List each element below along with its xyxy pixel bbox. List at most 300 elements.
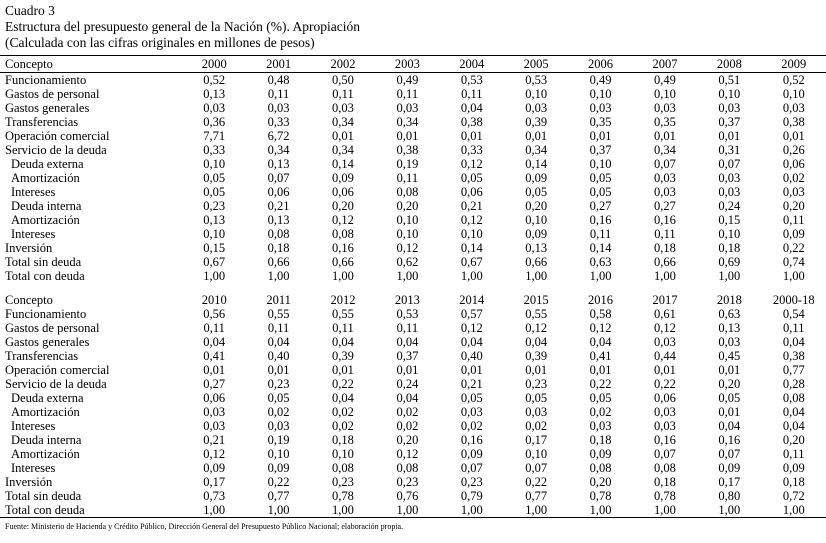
value-cell: 0,01 — [396, 363, 419, 377]
value-cell: 0,09 — [589, 447, 612, 461]
value-cell: 0,33 — [460, 143, 483, 157]
value-cell: 1,00 — [203, 269, 226, 283]
value-cell: 0,54 — [782, 307, 805, 321]
value-cell: 0,09 — [525, 171, 548, 185]
row-label: Total con deuda — [5, 269, 85, 283]
col-header-2000: 2000 — [182, 56, 246, 73]
value-cell: 0,07 — [718, 447, 741, 461]
value-cell: 0,01 — [654, 363, 676, 377]
value-cell: 0,20 — [525, 199, 548, 213]
value-cell: 0,28 — [782, 377, 805, 391]
value-cell: 0,14 — [525, 157, 548, 171]
value-cell: 0,45 — [718, 349, 741, 363]
value-cell: 1,00 — [568, 503, 632, 518]
value-cell: 0,77 — [267, 489, 290, 503]
value-cell: 0,07 — [525, 461, 548, 475]
value-cell: 0,10 — [525, 447, 548, 461]
value-cell: 0,13 — [267, 157, 290, 171]
value-cell: 1,00 — [504, 503, 568, 518]
table-row — [0, 447, 826, 461]
row-label: Total con deuda — [0, 503, 182, 518]
value-cell: 0,66 — [332, 255, 354, 269]
col-header-2013: 2013 — [394, 293, 420, 307]
value-cell: 0,18 — [589, 433, 612, 447]
value-cell: 0,10 — [396, 227, 419, 241]
value-cell: 0,16 — [654, 213, 676, 227]
value-cell: 0,02 — [332, 419, 354, 433]
table-number: Cuadro 3 — [5, 3, 55, 18]
value-cell: 0,16 — [460, 433, 483, 447]
value-cell: 1,00 — [246, 503, 310, 518]
value-cell: 0,38 — [396, 143, 419, 157]
value-cell: 0,58 — [589, 307, 612, 321]
table-row — [0, 307, 826, 321]
value-cell: 0,11 — [783, 321, 805, 335]
value-cell: 0,27 — [589, 199, 612, 213]
value-cell: 0,18 — [267, 241, 290, 255]
value-cell: 0,06 — [782, 157, 805, 171]
value-cell: 0,39 — [525, 349, 548, 363]
value-cell: 0,20 — [332, 199, 354, 213]
row-label: Intereses — [11, 227, 56, 241]
value-cell: 0,05 — [203, 185, 226, 199]
value-cell: 0,11 — [461, 87, 483, 101]
value-cell: 0,11 — [783, 213, 805, 227]
value-cell: 0,05 — [589, 391, 612, 405]
table-row — [0, 391, 826, 405]
value-cell: 0,49 — [654, 73, 676, 87]
value-cell: 0,78 — [654, 489, 676, 503]
value-cell: 0,52 — [782, 73, 805, 87]
value-cell: 0,05 — [525, 391, 548, 405]
value-cell: 0,22 — [654, 377, 676, 391]
table-row — [0, 405, 826, 419]
value-cell: 0,10 — [525, 87, 548, 101]
value-cell: 0,34 — [396, 115, 419, 129]
budget-table-2000-2009 — [0, 55, 826, 283]
value-cell: 0,03 — [589, 101, 612, 115]
value-cell: 0,63 — [718, 307, 741, 321]
col-header-concepto: Concepto — [0, 56, 182, 73]
value-cell: 0,55 — [525, 307, 548, 321]
table-row — [0, 461, 826, 475]
value-cell: 0,04 — [396, 335, 419, 349]
value-cell: 0,07 — [718, 157, 741, 171]
value-cell: 0,11 — [396, 321, 419, 335]
value-cell: 0,01 — [718, 129, 741, 143]
value-cell: 1,00 — [762, 503, 826, 518]
value-cell: 1,00 — [633, 503, 697, 518]
value-cell: 0,04 — [203, 335, 226, 349]
value-cell: 0,11 — [267, 87, 290, 101]
value-cell: 0,63 — [589, 255, 612, 269]
value-cell: 0,01 — [332, 129, 354, 143]
value-cell: 0,03 — [782, 185, 805, 199]
value-cell: 1,00 — [267, 269, 290, 283]
value-cell: 0,09 — [332, 171, 354, 185]
table-row — [0, 269, 826, 283]
value-cell: 0,17 — [718, 475, 741, 489]
value-cell: 0,13 — [267, 213, 290, 227]
value-cell: 0,48 — [267, 73, 290, 87]
value-cell: 0,53 — [525, 73, 548, 87]
col-header-2007: 2007 — [633, 56, 697, 73]
table-row — [0, 73, 826, 88]
table-row — [0, 115, 826, 129]
value-cell: 0,02 — [332, 405, 354, 419]
value-cell: 0,34 — [332, 115, 354, 129]
value-cell: 0,66 — [654, 255, 676, 269]
table-row — [0, 419, 826, 433]
row-label: Amortización — [11, 447, 80, 461]
value-cell: 0,05 — [525, 185, 548, 199]
value-cell: 1,00 — [182, 503, 246, 518]
value-cell: 0,10 — [203, 227, 226, 241]
table-row — [0, 335, 826, 349]
value-cell: 0,20 — [396, 433, 419, 447]
value-cell: 0,06 — [460, 185, 483, 199]
value-cell: 0,12 — [396, 241, 419, 255]
row-label: Transferencias — [5, 115, 79, 129]
value-cell: 0,01 — [332, 363, 354, 377]
value-cell: 0,38 — [460, 115, 483, 129]
row-label: Operación comercial — [5, 129, 110, 143]
table-row — [0, 171, 826, 185]
value-cell: 0,12 — [460, 157, 483, 171]
value-cell: 0,40 — [267, 349, 290, 363]
value-cell: 0,35 — [589, 115, 612, 129]
row-label: Servicio de la deuda — [5, 377, 107, 391]
table-row — [0, 363, 826, 377]
value-cell: 0,09 — [267, 461, 290, 475]
value-cell: 0,13 — [525, 241, 548, 255]
value-cell: 0,61 — [654, 307, 676, 321]
value-cell: 0,37 — [718, 115, 741, 129]
value-cell: 0,01 — [460, 129, 483, 143]
table-row — [0, 87, 826, 101]
col-header-2000-18: 2000-18 — [772, 293, 815, 307]
table-subtitle: (Calculada con las cifras originales en millones de pesos) — [5, 35, 315, 50]
row-label: Deuda externa — [11, 157, 84, 171]
table-row — [0, 433, 826, 447]
value-cell: 0,23 — [332, 475, 354, 489]
value-cell: 0,22 — [267, 475, 290, 489]
value-cell: 0,09 — [203, 461, 226, 475]
value-cell: 0,01 — [525, 363, 548, 377]
value-cell: 0,04 — [782, 419, 805, 433]
value-cell: 0,73 — [203, 489, 226, 503]
row-label: Gastos generales — [5, 335, 90, 349]
table-row — [0, 255, 826, 269]
value-cell: 0,34 — [267, 143, 290, 157]
value-cell: 0,01 — [460, 363, 483, 377]
value-cell: 0,10 — [396, 213, 419, 227]
value-cell: 0,09 — [525, 227, 548, 241]
table-title: Estructura del presupuesto general de la Nación (%). Apropiación — [5, 19, 360, 34]
col-header-2016: 2016 — [588, 293, 614, 307]
row-label: Amortización — [11, 171, 80, 185]
value-cell: 0,55 — [267, 307, 290, 321]
value-cell: 0,02 — [460, 419, 483, 433]
value-cell: 0,03 — [654, 405, 676, 419]
value-cell: 0,21 — [203, 433, 226, 447]
value-cell: 0,01 — [782, 129, 805, 143]
col-header-2011: 2011 — [266, 293, 291, 307]
table-row — [0, 377, 826, 391]
value-cell: 0,41 — [589, 349, 612, 363]
value-cell: 0,03 — [654, 335, 676, 349]
value-cell: 0,11 — [332, 321, 354, 335]
value-cell: 0,50 — [332, 73, 354, 87]
col-header-2003: 2003 — [375, 56, 439, 73]
value-cell: 7,71 — [203, 129, 226, 143]
value-cell: 0,03 — [718, 101, 741, 115]
value-cell: 0,12 — [396, 447, 419, 461]
value-cell: 0,57 — [460, 307, 483, 321]
value-cell: 0,05 — [203, 171, 226, 185]
value-cell: 0,15 — [718, 213, 741, 227]
value-cell: 0,02 — [525, 419, 548, 433]
value-cell: 0,36 — [203, 115, 226, 129]
value-cell: 0,16 — [654, 433, 676, 447]
value-cell: 1,00 — [460, 269, 483, 283]
value-cell: 0,02 — [782, 171, 805, 185]
table-row — [0, 489, 826, 503]
value-cell: 0,77 — [782, 363, 805, 377]
value-cell: 0,03 — [654, 419, 676, 433]
value-cell: 0,04 — [332, 391, 354, 405]
value-cell: 0,08 — [332, 461, 354, 475]
value-cell: 0,23 — [267, 377, 290, 391]
value-cell: 0,11 — [396, 87, 419, 101]
value-cell: 0,01 — [396, 129, 419, 143]
title-block — [0, 3, 826, 51]
value-cell: 0,26 — [782, 143, 805, 157]
value-cell: 0,51 — [718, 73, 741, 87]
value-cell: 0,11 — [589, 227, 612, 241]
value-cell: 0,08 — [782, 391, 805, 405]
value-cell: 0,07 — [654, 157, 676, 171]
value-cell: 0,40 — [460, 349, 483, 363]
value-cell: 0,03 — [267, 101, 290, 115]
value-cell: 0,03 — [654, 101, 676, 115]
value-cell: 0,79 — [460, 489, 483, 503]
value-cell: 0,17 — [203, 475, 226, 489]
value-cell: 0,05 — [589, 171, 612, 185]
value-cell: 0,03 — [718, 185, 741, 199]
col-header-2002: 2002 — [311, 56, 375, 73]
value-cell: 0,10 — [718, 227, 741, 241]
value-cell: 0,01 — [203, 363, 226, 377]
value-cell: 0,20 — [782, 433, 805, 447]
value-cell: 0,04 — [267, 335, 290, 349]
value-cell: 0,10 — [332, 447, 354, 461]
value-cell: 0,06 — [654, 391, 676, 405]
value-cell: 0,23 — [203, 199, 226, 213]
value-cell: 0,10 — [589, 157, 612, 171]
value-cell: 0,12 — [460, 213, 483, 227]
value-cell: 0,10 — [460, 227, 483, 241]
value-cell: 0,03 — [525, 101, 548, 115]
table-row — [0, 199, 826, 213]
value-cell: 0,34 — [332, 143, 354, 157]
table-row — [0, 129, 826, 143]
value-cell: 0,67 — [460, 255, 483, 269]
header-row — [0, 293, 826, 307]
row-label: Deuda interna — [11, 199, 82, 213]
value-cell: 1,00 — [375, 503, 439, 518]
value-cell: 0,04 — [396, 391, 419, 405]
value-cell: 0,13 — [203, 87, 226, 101]
value-cell: 0,03 — [396, 101, 419, 115]
value-cell: 0,03 — [718, 171, 741, 185]
row-label: Transferencias — [5, 349, 79, 363]
value-cell: 1,00 — [782, 269, 805, 283]
value-cell: 0,62 — [396, 255, 419, 269]
value-cell: 0,76 — [396, 489, 419, 503]
value-cell: 0,21 — [460, 199, 483, 213]
value-cell: 1,00 — [718, 269, 741, 283]
value-cell: 0,10 — [267, 447, 290, 461]
value-cell: 0,09 — [460, 447, 483, 461]
value-cell: 0,03 — [782, 101, 805, 115]
col-header-2012: 2012 — [330, 293, 356, 307]
row-label: Amortización — [11, 213, 80, 227]
row-label: Servicio de la deuda — [5, 143, 107, 157]
value-cell: 0,17 — [525, 433, 548, 447]
value-cell: 1,00 — [440, 503, 504, 518]
value-cell: 0,37 — [589, 143, 612, 157]
value-cell: 1,00 — [332, 269, 354, 283]
value-cell: 0,35 — [654, 115, 676, 129]
value-cell: 0,02 — [589, 405, 612, 419]
value-cell: 0,12 — [525, 321, 548, 335]
value-cell: 0,53 — [460, 73, 483, 87]
value-cell: 0,01 — [589, 363, 612, 377]
value-cell: 0,06 — [332, 185, 354, 199]
value-cell: 0,74 — [782, 255, 805, 269]
value-cell: 0,04 — [589, 335, 612, 349]
value-cell: 0,12 — [654, 321, 676, 335]
value-cell: 0,06 — [203, 391, 226, 405]
value-cell: 0,05 — [460, 171, 483, 185]
value-cell: 0,67 — [203, 255, 226, 269]
table-row — [0, 321, 826, 335]
value-cell: 0,78 — [332, 489, 354, 503]
value-cell: 0,18 — [654, 241, 676, 255]
value-cell: 0,20 — [396, 199, 419, 213]
value-cell: 0,34 — [654, 143, 676, 157]
row-label: Funcionamiento — [5, 73, 87, 87]
value-cell: 0,24 — [396, 377, 419, 391]
value-cell: 0,39 — [525, 115, 548, 129]
value-cell: 0,22 — [332, 377, 354, 391]
value-cell: 0,04 — [332, 335, 354, 349]
value-cell: 0,78 — [589, 489, 612, 503]
value-cell: 0,05 — [589, 185, 612, 199]
value-cell: 6,72 — [267, 129, 290, 143]
value-cell: 0,20 — [589, 475, 612, 489]
row-label: Amortización — [11, 405, 80, 419]
value-cell: 0,33 — [203, 143, 226, 157]
value-cell: 0,03 — [203, 101, 226, 115]
value-cell: 0,01 — [654, 129, 676, 143]
row-label: Intereses — [11, 419, 56, 433]
value-cell: 0,03 — [589, 419, 612, 433]
value-cell: 0,09 — [782, 461, 805, 475]
value-cell: 0,08 — [396, 461, 419, 475]
value-cell: 0,15 — [203, 241, 226, 255]
value-cell: 0,01 — [267, 363, 290, 377]
value-cell: 0,14 — [332, 157, 354, 171]
value-cell: 0,66 — [525, 255, 548, 269]
value-cell: 0,08 — [396, 185, 419, 199]
row-label: Gastos generales — [5, 101, 90, 115]
value-cell: 0,13 — [718, 321, 741, 335]
value-cell: 1,00 — [396, 269, 419, 283]
value-cell: 0,04 — [525, 335, 548, 349]
value-cell: 1,00 — [697, 503, 761, 518]
value-cell: 0,23 — [525, 377, 548, 391]
value-cell: 0,07 — [654, 447, 676, 461]
value-cell: 0,07 — [267, 171, 290, 185]
value-cell: 0,08 — [267, 227, 290, 241]
value-cell: 0,18 — [332, 433, 354, 447]
value-cell: 0,03 — [203, 419, 226, 433]
row-label: Funcionamiento — [5, 307, 87, 321]
value-cell: 0,03 — [654, 171, 676, 185]
value-cell: 0,27 — [654, 199, 676, 213]
value-cell: 0,20 — [782, 199, 805, 213]
header-row — [0, 56, 826, 73]
value-cell: 0,04 — [460, 335, 483, 349]
value-cell: 0,11 — [203, 321, 225, 335]
value-cell: 0,49 — [396, 73, 419, 87]
value-cell: 0,23 — [460, 475, 483, 489]
col-header-2006: 2006 — [568, 56, 632, 73]
table-row — [0, 185, 826, 199]
value-cell: 0,03 — [332, 101, 354, 115]
value-cell: 0,03 — [718, 335, 741, 349]
value-cell: 0,10 — [589, 87, 612, 101]
value-cell: 0,16 — [332, 241, 354, 255]
row-label: Deuda externa — [11, 391, 84, 405]
value-cell: 0,18 — [782, 475, 805, 489]
value-cell: 1,00 — [589, 269, 612, 283]
table-row — [0, 143, 826, 157]
value-cell: 0,03 — [267, 419, 290, 433]
col-header-2004: 2004 — [440, 56, 504, 73]
value-cell: 0,22 — [782, 241, 805, 255]
value-cell: 0,01 — [589, 129, 612, 143]
table-row — [0, 503, 826, 518]
value-cell: 0,34 — [525, 143, 548, 157]
value-cell: 0,07 — [460, 461, 483, 475]
value-cell: 0,04 — [782, 335, 805, 349]
value-cell: 0,12 — [589, 321, 612, 335]
row-label: Inversión — [5, 241, 53, 255]
value-cell: 0,12 — [460, 321, 483, 335]
value-cell: 0,27 — [203, 377, 226, 391]
col-header-2017: 2017 — [652, 293, 678, 307]
value-cell: 0,41 — [203, 349, 226, 363]
table-row — [0, 349, 826, 363]
row-label: Total sin deuda — [5, 489, 82, 503]
col-header-2015: 2015 — [523, 293, 549, 307]
value-cell: 0,38 — [782, 349, 805, 363]
table-row — [0, 157, 826, 171]
value-cell: 0,08 — [332, 227, 354, 241]
